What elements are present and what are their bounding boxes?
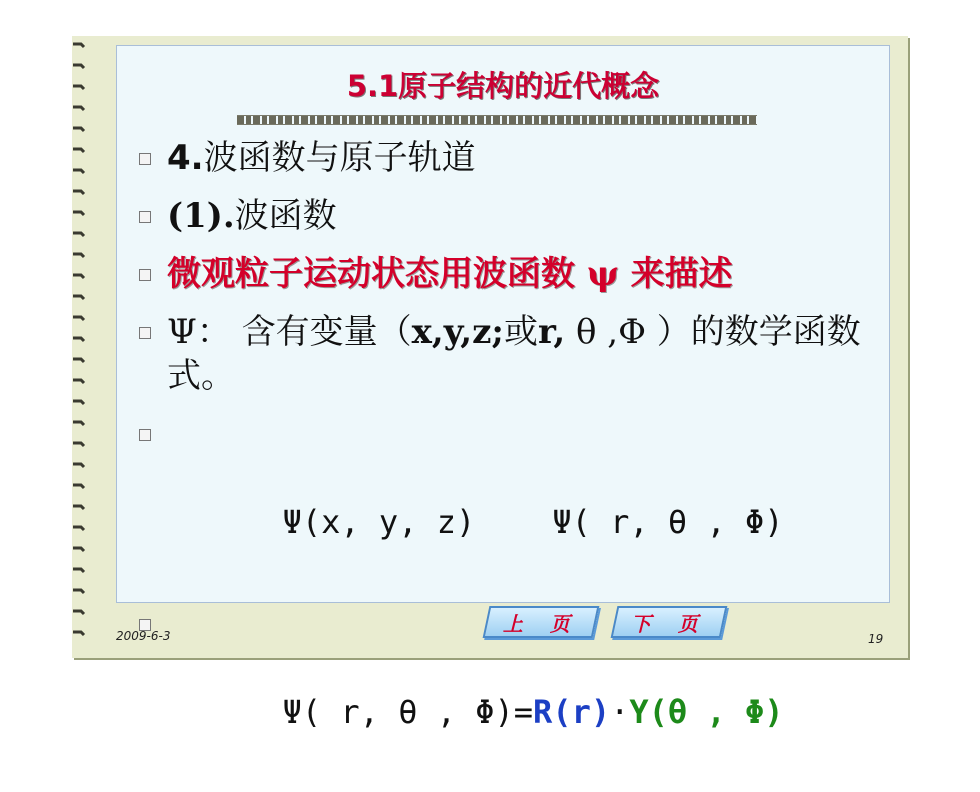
binding-ring bbox=[73, 380, 84, 383]
bullet-list bbox=[139, 136, 879, 792]
binding-ring bbox=[73, 569, 84, 572]
bullet-text: Ψ(x, y, z) Ψ( r, θ , Φ) bbox=[282, 503, 784, 541]
square-bullet-icon bbox=[139, 153, 151, 165]
binding-ring bbox=[73, 191, 84, 194]
binding-ring bbox=[73, 359, 84, 362]
slide-title: 5.1原子结构的近代概念 bbox=[346, 69, 660, 103]
chain-divider bbox=[237, 115, 757, 125]
binding-ring bbox=[73, 44, 84, 47]
bullet-item-1 bbox=[139, 136, 879, 180]
binding-ring bbox=[73, 506, 84, 509]
binding-ring bbox=[73, 338, 84, 341]
binding-ring bbox=[73, 548, 84, 551]
binding-ring bbox=[73, 233, 84, 236]
binding-ring bbox=[73, 128, 84, 131]
square-bullet-icon bbox=[139, 429, 151, 441]
binding-ring bbox=[73, 212, 84, 215]
bullet-text: 4.波函数与原子轨道 bbox=[167, 138, 476, 178]
binding-ring bbox=[73, 296, 84, 299]
bullet-item-5 bbox=[139, 412, 879, 588]
square-bullet-icon bbox=[139, 327, 151, 339]
binding-ring bbox=[73, 401, 84, 404]
prev-page-button[interactable]: 上 页 bbox=[483, 606, 600, 638]
bullet-text: (1).波函数 bbox=[167, 196, 337, 236]
binding-ring bbox=[73, 611, 84, 614]
binding-ring bbox=[73, 485, 84, 488]
bullet-item-2 bbox=[139, 194, 879, 238]
square-bullet-icon bbox=[139, 211, 151, 223]
binding-ring bbox=[73, 275, 84, 278]
binding-ring bbox=[73, 149, 84, 152]
bullet-text: Ψ( r, θ , Φ)=R(r)·Y(θ , Φ) bbox=[282, 693, 784, 731]
binding-ring bbox=[73, 254, 84, 257]
binding-ring bbox=[73, 86, 84, 89]
page-number: 19 bbox=[868, 632, 884, 646]
binding-ring bbox=[73, 107, 84, 110]
bullet-item-4 bbox=[139, 310, 879, 398]
binding-ring bbox=[73, 632, 84, 635]
bullet-item-3 bbox=[139, 252, 879, 296]
binding-ring bbox=[73, 317, 84, 320]
spiral-binding-icon bbox=[72, 36, 86, 658]
square-bullet-icon bbox=[139, 269, 151, 281]
binding-ring bbox=[73, 443, 84, 446]
binding-ring bbox=[73, 590, 84, 593]
bullet-text: Ψ： 含有变量（x,y,z;或r, θ ,Φ ）的数学函数式。 bbox=[167, 312, 861, 396]
binding-ring bbox=[73, 65, 84, 68]
next-page-button[interactable]: 下 页 bbox=[611, 606, 728, 638]
binding-ring bbox=[73, 170, 84, 173]
binding-ring bbox=[73, 422, 84, 425]
binding-ring bbox=[73, 464, 84, 467]
binding-ring bbox=[73, 527, 84, 530]
footer-date: 2009-6-3 bbox=[116, 629, 171, 643]
bullet-text: 微观粒子运动状态用波函数 ψ 来描述 bbox=[167, 254, 733, 294]
